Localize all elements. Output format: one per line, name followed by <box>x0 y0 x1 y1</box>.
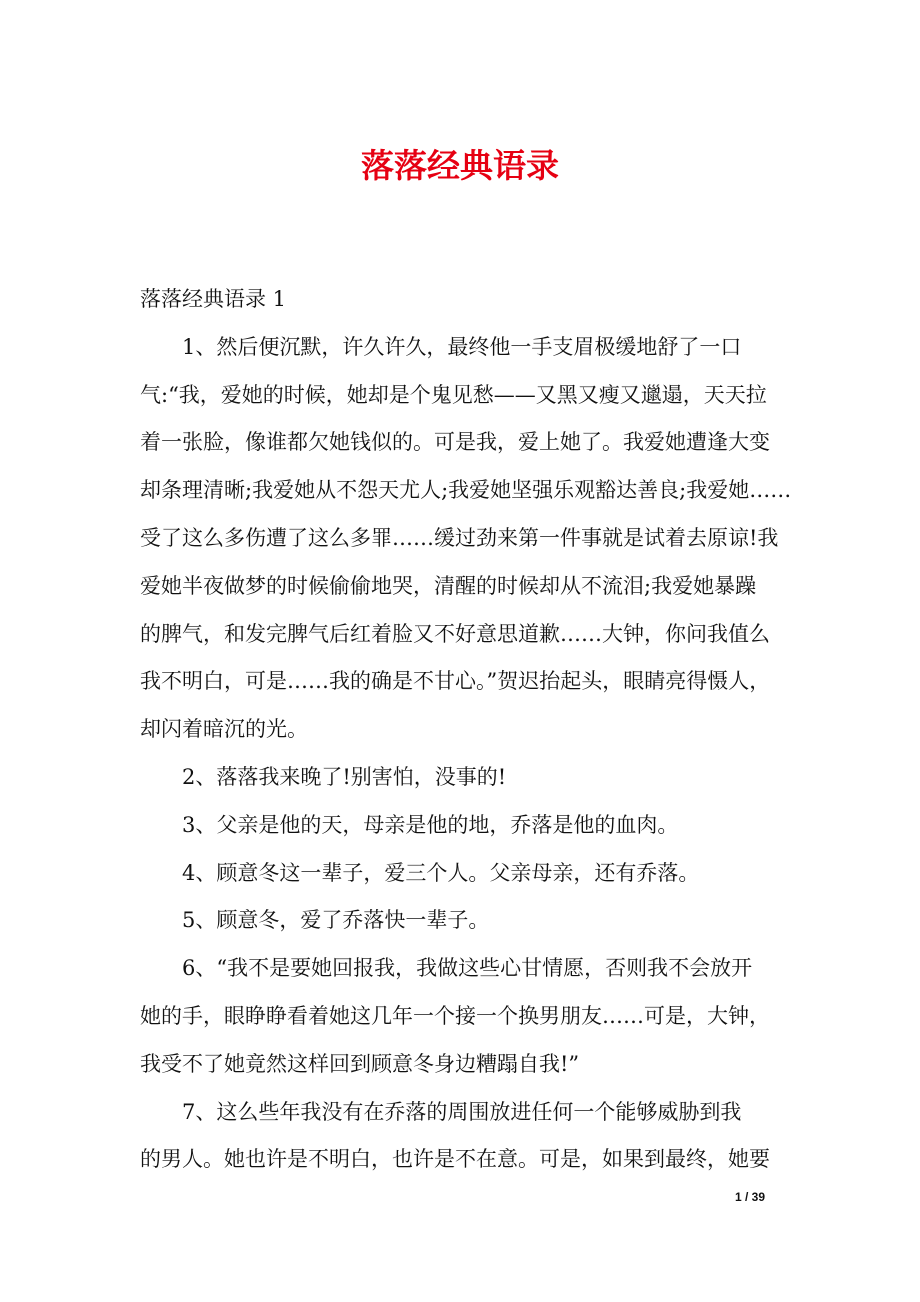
text-line: 6、“我不是要她回报我，我做这些心甘情愿，否则我不会放开 <box>182 956 753 981</box>
text-line: 却闪着暗沉的光。 <box>140 717 308 742</box>
text-line: 的脾气，和发完脾气后红着脸又不好意思道歉……大钟，你问我值么 <box>140 621 770 646</box>
text-line: 着一张脸，像谁都欠她钱似的。可是我，爱上她了。我爱她遭逢大变 <box>140 430 770 455</box>
quote-paragraph <box>140 324 790 754</box>
section-heading: 落落经典语录 1 <box>140 287 287 311</box>
document-title: 落落经典语录 <box>361 146 559 185</box>
text-line: 气:“我，爱她的时候，她却是个鬼见愁——又黑又瘦又邋遢，天天拉 <box>140 382 767 407</box>
text-line: 1、然后便沉默，许久许久，最终他一手支眉极缓地舒了一口 <box>182 334 742 359</box>
text-line: 3、父亲是他的天，母亲是他的地，乔落是他的血肉。 <box>182 812 679 837</box>
quote-paragraph <box>140 945 790 1088</box>
text-line: 7、这么些年我没有在乔落的周围放进任何一个能够威胁到我 <box>182 1099 742 1124</box>
text-line: 她的手，眼睁睁看着她这几年一个接一个换男朋友……可是，大钟， <box>140 1003 770 1028</box>
text-line: 我受不了她竟然这样回到顾意冬身边糟蹋自我!” <box>140 1051 580 1076</box>
text-line: 2、落落我来晚了!别害怕，没事的! <box>182 764 507 789</box>
text-line: 爱她半夜做梦的时候偷偷地哭，清醒的时候却从不流泪;我爱她暴躁 <box>140 573 757 598</box>
text-line: 的男人。她也许是不明白，也许是不在意。可是，如果到最终，她要 <box>140 1147 770 1172</box>
text-line: 我不明白，可是……我的确是不甘心。”贺迟抬起头，眼睛亮得慑人， <box>140 669 771 694</box>
text-line: 受了这么多伤遭了这么多罪……缓过劲来第一件事就是试着去原谅!我 <box>140 525 779 550</box>
quote-paragraph <box>140 897 790 945</box>
quote-paragraph <box>140 802 790 850</box>
text-line: 4、顾意冬这一辈子，爱三个人。父亲母亲，还有乔落。 <box>182 860 700 885</box>
paragraph-list <box>140 324 790 1184</box>
text-line: 却条理清晰;我爱她从不怨天尤人;我爱她坚强乐观豁达善良;我爱她…… <box>140 478 792 503</box>
quote-paragraph <box>140 850 790 898</box>
page-number: 1 / 39 <box>735 1190 766 1204</box>
quote-paragraph <box>140 1089 790 1185</box>
text-line: 5、顾意冬，爱了乔落快一辈子。 <box>182 908 490 933</box>
document-body <box>140 276 790 1184</box>
quote-paragraph <box>140 754 790 802</box>
